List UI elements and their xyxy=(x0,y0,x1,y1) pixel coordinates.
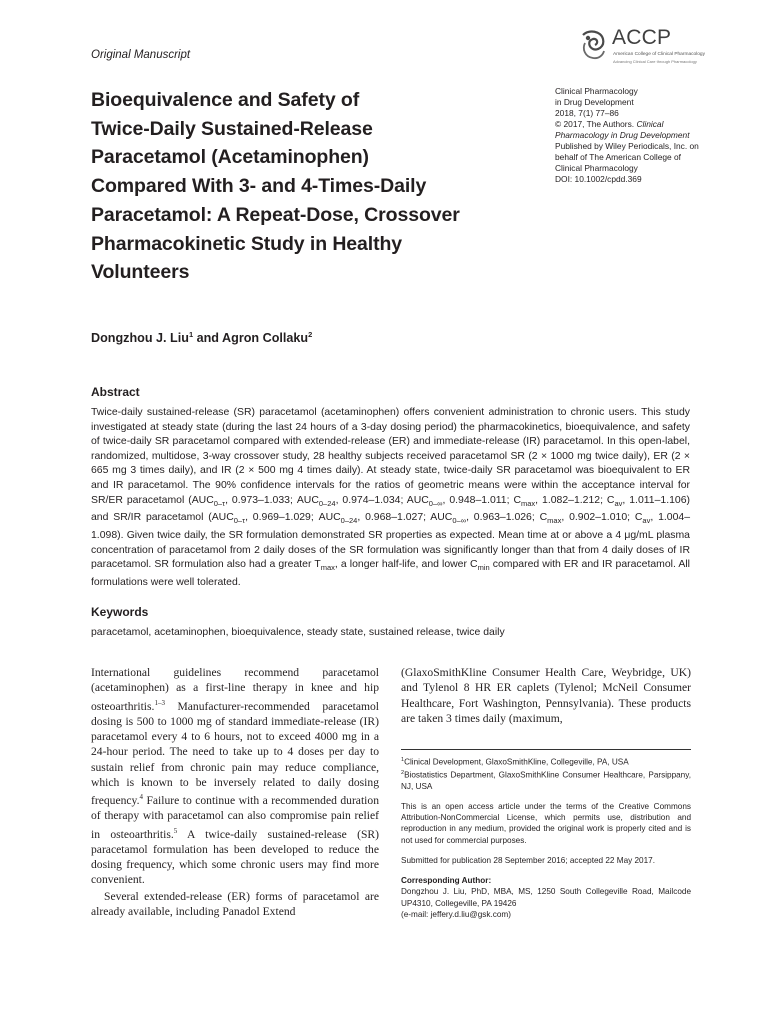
accp-logo-tagline: Advancing Clinical Care through Pharmacology xyxy=(613,59,697,64)
title-line: Twice-Daily Sustained-Release xyxy=(91,117,373,140)
footnote-divider xyxy=(401,749,691,750)
title-line: Paracetamol (Acetaminophen) xyxy=(91,146,369,169)
abstract-fragment: , 1.011–1.106) and SR/IR paracetamol (AUC xyxy=(91,494,690,524)
author-connector: and xyxy=(193,331,223,346)
corresponding-author-email[interactable]: (e-mail: jeffery.d.liu@gsk.com) xyxy=(401,909,511,919)
body-column-left xyxy=(91,665,379,919)
keywords-heading: Keywords xyxy=(91,605,149,619)
publisher-line: Published by Wiley Periodicals, Inc. on xyxy=(555,141,699,151)
abstract-subscript: max xyxy=(320,563,335,573)
copyright-journal: Clinical xyxy=(636,119,664,129)
abstract-heading: Abstract xyxy=(91,385,140,399)
affiliation-2 xyxy=(401,768,691,792)
abstract-fragment: Twice-daily sustained-release (SR) paracetamol (acetaminophen) offers convenient administration to chronic users. This study investigated at steady state (during the last 24 hours of a 3-day dosing period) the pharmacokinetics, bioequivalence, and safety of twice-daily SR paracetamol compared with extended-release (ER) and immediate-release (IR) paracetamol. In this open-label, randomized, multidose, 3-way crossover study, 28 healthy subjects received paracetamol SR (2 × 1000 mg twice daily), ER (2 × 665 mg 3 times daily), and IR (2 × 500 mg 4 times daily). At steady state, twice-daily SR paracetamol was bioequivalent to ER and IR paracetamol. The 90% confidence intervals for the ratios of geometric means were within the acceptance interval for SR/ER paracetamol (AUC xyxy=(91,407,690,506)
submission-dates: Submitted for publication 28 September 2016; accepted 22 May 2017. xyxy=(401,855,655,865)
accp-logo-subtitle: American College of Clinical Pharmacology xyxy=(613,52,705,57)
author-list xyxy=(91,330,312,345)
body-paragraph xyxy=(91,665,379,888)
abstract-fragment: , a longer half-life, and lower C xyxy=(334,559,478,571)
citation-ref[interactable]: 4 xyxy=(139,793,143,802)
journal-volume: 2018, 7(1) 77–86 xyxy=(555,108,619,118)
license-note: This is an open access article under the terms of the Creative Commons Attribution-NonCommercial License, which permits use, distribution and reproduction in any medium, provided the original work is properly cited and is not used for commercial purposes. xyxy=(401,802,691,845)
corresponding-author-address: Dongzhou J. Liu, PhD, MBA, MS, 1250 South Collegeville Road, Mailcode UP4310, Collegeville, PA 19426 xyxy=(401,887,691,908)
author-affiliation-mark: 1 xyxy=(188,330,194,339)
affiliation-text: Biostatistics Department, GlaxoSmithKline Consumer Healthcare, Parsippany, NJ, USA xyxy=(401,770,691,791)
doi-link[interactable]: DOI: 10.1002/cpdd.369 xyxy=(555,174,642,184)
title-line: Volunteers xyxy=(91,261,190,284)
citation-ref[interactable]: 5 xyxy=(173,826,178,835)
accp-logo-icon xyxy=(579,29,607,66)
publisher-line: Clinical Pharmacology xyxy=(555,163,638,173)
title-line: Bioequivalence and Safety of xyxy=(91,89,360,111)
affiliation-1 xyxy=(401,755,691,768)
affiliation-mark: 1 xyxy=(401,757,405,763)
title-line: Compared With 3- and 4-Times-Daily xyxy=(91,175,427,198)
abstract-subscript: av xyxy=(642,516,651,526)
abstract-fragment: , 0.948–1.011; C xyxy=(442,494,521,506)
abstract-subscript: max xyxy=(521,498,536,508)
abstract-subscript: 0–∞ xyxy=(452,516,467,526)
title-line: Pharmacokinetic Study in Healthy xyxy=(91,232,403,255)
article-type-label: Original Manuscript xyxy=(91,49,191,61)
author-name: Agron Collaku xyxy=(222,331,309,346)
body-text: Manufacturer-recommended paracetamol dosing is 500 to 1000 mg of standard immediate-release (IR) paracetamol every 4 to 6 hours, not to exceed 4000 mg in a 24-hour period. The need to take up to 4 doses per day to sustain relief from chronic pain may reduce compliance, which is known to be inversely related to daily dosing frequency. xyxy=(91,699,379,808)
author-affiliation-mark: 2 xyxy=(308,330,313,339)
publisher-line: behalf of The American College of xyxy=(555,152,682,162)
citation-ref[interactable]: 1–3 xyxy=(154,698,165,707)
journal-name-line: Clinical Pharmacology xyxy=(555,86,638,96)
journal-info xyxy=(555,86,705,185)
accp-logo xyxy=(579,26,705,70)
abstract-fragment: compared with ER and IR paracetamol. All formulations were well tolerated. xyxy=(91,559,690,588)
body-text: International guidelines recommend paracetamol (acetaminophen) as a first-line therapy in knee and hip osteoarthritis. xyxy=(91,666,379,713)
abstract-subscript: av xyxy=(614,498,623,508)
abstract-fragment: , 1.004–1.098). Given twice daily, the SR formulation demonstrated SR properties as expected. Mean time at or above a 4 μg/mL plasma concentration of paracetamol from 2 daily doses of the SR formulation was significantly longer than that from 4 daily doses of IR paracetamol. SR formulation also had a greater T xyxy=(91,512,691,571)
accp-logo-name: ACCP xyxy=(612,26,672,49)
journal-name-line: in Drug Development xyxy=(555,97,634,107)
copyright-line xyxy=(555,119,705,130)
abstract-fragment: , 0.969–1.029; AUC xyxy=(245,512,341,524)
abstract-fragment: , 0.973–1.033; AUC xyxy=(225,494,319,506)
author-name: Dongzhou J. Liu xyxy=(91,331,189,346)
abstract-subscript: 0–∞ xyxy=(428,498,443,508)
abstract-subscript: min xyxy=(477,563,490,573)
abstract-fragment: , 0.968–1.027; AUC xyxy=(357,512,453,524)
abstract-text xyxy=(91,406,690,590)
abstract-subscript: 0–24 xyxy=(340,516,358,526)
body-column-right: (GlaxoSmithKline Consumer Health Care, Weybridge, UK) and Tylenol 8 HR ER caplets (Tylenol; McNeil Consumer Healthcare, Fort Washington, Pennsylvania). These products are taken 3 times daily (maximum, xyxy=(401,666,691,725)
affiliation-text: Clinical Development, GlaxoSmithKline, Collegeville, PA, USA xyxy=(404,757,629,767)
body-text: A twice-daily sustained-release (SR) paracetamol formulation has been developed to reduce the dosing frequency, which some chronic users may find more convenient. xyxy=(91,827,379,887)
abstract-fragment: , 1.082–1.212; C xyxy=(535,494,615,506)
footnotes xyxy=(401,755,691,920)
abstract-fragment: , 0.963–1.026; C xyxy=(466,512,548,524)
abstract-subscript: 0–τ xyxy=(213,498,226,508)
title-line: Paracetamol: A Repeat-Dose, Crossover xyxy=(91,203,460,226)
keywords-list: paracetamol, acetaminophen, bioequivalence, steady state, sustained release, twice daily xyxy=(91,627,505,638)
abstract-subscript: 0–τ xyxy=(233,516,246,526)
copyright-journal-cont: Pharmacology in Drug Development xyxy=(555,130,690,140)
abstract-fragment: , 0.902–1.010; C xyxy=(561,512,643,524)
copyright-text: © 2017, The Authors. xyxy=(555,119,635,129)
abstract-fragment: , 0.974–1.034; AUC xyxy=(335,494,429,506)
article-title xyxy=(91,86,531,287)
abstract-subscript: 0–24 xyxy=(318,498,336,508)
body-paragraph: Several extended-release (ER) forms of paracetamol are already available, including Panadol Extend xyxy=(91,889,379,919)
body-text: Failure to continue with a recommended duration of therapy with paracetamol can also compromise pain relief in osteoarthritis. xyxy=(91,794,379,841)
abstract-subscript: max xyxy=(547,516,562,526)
corresponding-author-heading: Corresponding Author: xyxy=(401,876,492,886)
affiliation-mark: 2 xyxy=(401,769,405,776)
